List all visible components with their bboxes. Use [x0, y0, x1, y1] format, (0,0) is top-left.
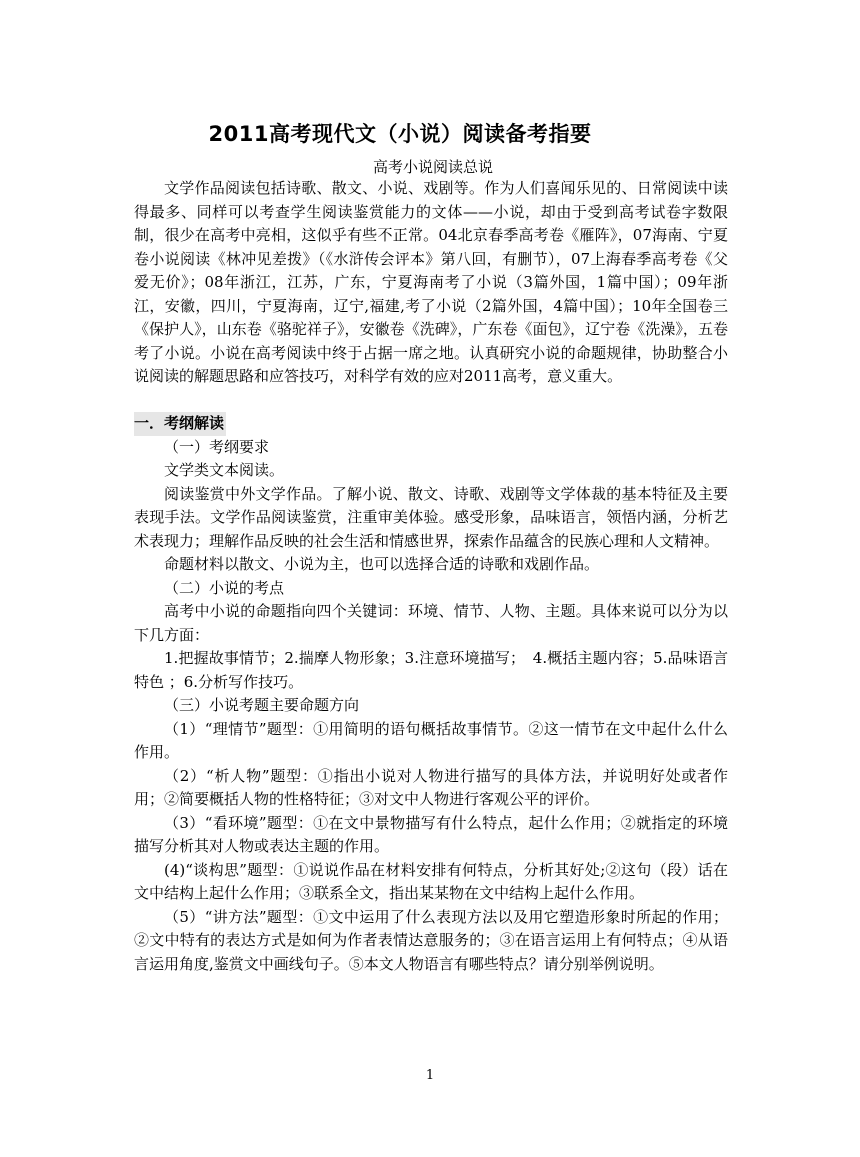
document-body [134, 177, 728, 976]
blank-line [134, 389, 728, 413]
section-heading [134, 412, 728, 436]
question-type-structure: (4)“谈构思”题型：①说说作品在材料安排有何特点，分析其好处;②这句（段）话在文中结构上起什么作用；③联系全文，指出某某物在文中结构上起什么作用。 [134, 860, 728, 902]
subheading-test-points: （二）小说的考点 [164, 578, 285, 597]
page-title-text: 2011高考现代文（小说）阅读备考指要 [208, 122, 592, 146]
subheading-directions: （三）小说考题主要命题方向 [164, 696, 360, 714]
question-type-plot: （1）“理情节”题型：①用简明的语句概括故事情节。②这一情节在文中起什么什么作用。 [134, 719, 728, 761]
page-subtitle [0, 156, 860, 177]
page-number: 1 [425, 1068, 435, 1083]
section-heading-text: 一．考纲解读 [134, 412, 226, 436]
question-type-method: （5）“讲方法”题型：①文中运用了什么表现方法以及用它塑造形象时所起的作用；②文中特有的表达方式是如何为作者表情达意服务的；③在语言运用上有何特点；④从语言运用角度,鉴赏文中画线句子。⑤本文人物语言有哪些特点？请分别举例说明。 [134, 907, 728, 973]
intro-paragraph: 文学作品阅读包括诗歌、散文、小说、戏剧等。作为人们喜闻乐见的、日常阅读中读得最多、同样可以考查学生阅读鉴赏能力的文体——小说，却由于受到高考试卷字数限制，很少在高考中亮相，这似乎有些不正常。04北京春季高考卷《雁阵》，07海南、宁夏卷小说阅读《林冲见差拨》（《水浒传会评本》第八回，有删节），07上海春季高考卷《父爱无价》；08年浙江，江苏，广东，宁夏海南考了小说（3篇外国，1篇中国）；09年浙江，安徽，四川，宁夏海南，辽宁,福建,考了小说（2篇外国，4篇中国）；10年全国卷三《保护人》，山东卷《骆驼祥子》，安徽卷《洗碑》，广东卷《面包》，辽宁卷《洗澡》，五卷考了小说。小说在高考阅读中终于占据一席之地。认真研究小说的命题规律，协助整合小说阅读的解题思路和应答技巧，对科学有效的应对2011高考，意义重大。 [134, 179, 728, 385]
paragraph-keywords: 高考中小说的命题指向四个关键词：环境、情节、人物、主题。具体来说可以分为以下几方面： [134, 602, 728, 644]
question-type-character: （2）“析人物”题型：①指出小说对人物进行描写的具体方法，并说明好处或者作用；②简要概括人物的性格特征；③对文中人物进行客观公平的评价。 [134, 766, 728, 808]
paragraph-points-list: 1.把握故事情节；2.揣摩人物形象；3.注意环境描写； 4.概括主题内容；5.品味语言特色 ；6.分析写作技巧。 [134, 649, 728, 691]
paragraph-appreciation: 阅读鉴赏中外文学作品。了解小说、散文、诗歌、戏剧等文学体裁的基本特征及主要表现手法。文学作品阅读鉴赏，注重审美体验。感受形象，品味语言，领悟内涵，分析艺术表现力；理解作品反映的社会生活和情感世界，探索作品蕴含的民族心理和人文精神。 [134, 484, 728, 550]
question-type-environment: （3）“看环境”题型：①在文中景物描写有什么特点，起什么作用；②就指定的环境描写分析其对人物或表达主题的作用。 [134, 813, 728, 855]
subheading-requirements: （一）考纲要求 [164, 437, 270, 456]
page-subtitle-text: 高考小说阅读总说 [372, 158, 493, 176]
paragraph-materials: 命题材料以散文、小说为主，也可以选择合适的诗歌和戏剧作品。 [164, 555, 600, 573]
paragraph-text-type: 文学类文本阅读。 [164, 461, 285, 479]
page-title [0, 118, 860, 148]
